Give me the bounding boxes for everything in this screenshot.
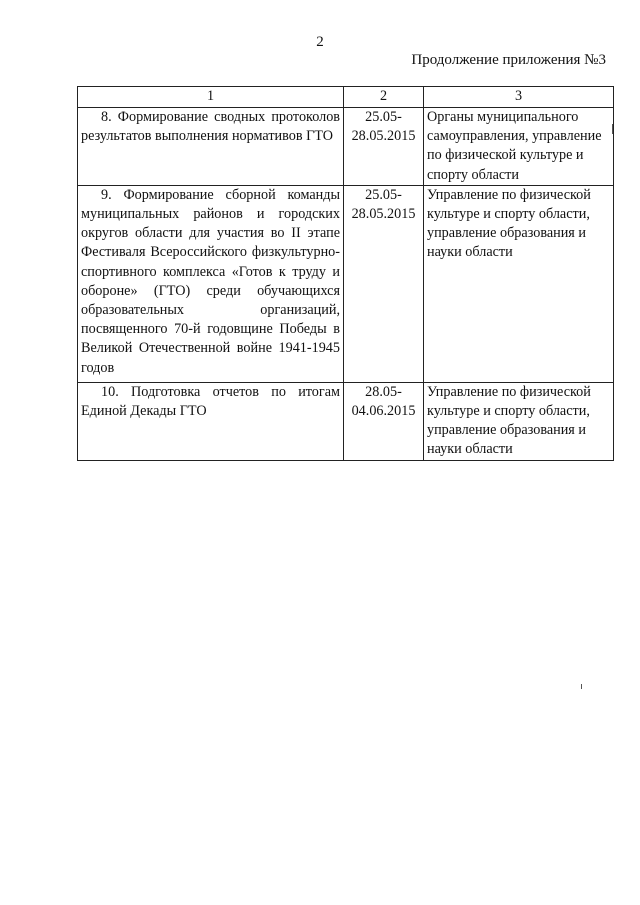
event-text: 10. Подготовка отчетов по итогам Единой Декады ГТО: [81, 383, 340, 420]
responsible-cell: [424, 108, 614, 186]
date-start: 25.05-: [365, 186, 402, 203]
events-table: [77, 86, 614, 461]
event-text: 9. Формирование сборной команды муниципальных районов и городских округов области для участия во II этапе Фестиваля Всероссийского физкультурно-спортивного комплекса «Готов к труду и обороне» (ГТО) среди обучающихся образовательных организаций, посвященного 70-й годовщине Победы в Великой Отечественной войне 1941-1945 годов: [81, 186, 340, 376]
responsible-text: Органы муниципального самоуправления, управление по физической культуре и спорту области: [427, 109, 602, 183]
date-end: 28.05.2015: [351, 206, 416, 223]
table-row: [78, 185, 614, 382]
scan-artifact-mark: [581, 684, 582, 689]
responsible-text: Управление по физической культуре и спорту области, управление образования и науки области: [427, 186, 591, 261]
event-cell: [78, 185, 344, 382]
dates-cell: [344, 185, 424, 382]
responsible-cell: [424, 382, 614, 460]
responsible-cell: [424, 185, 614, 382]
date-end: 04.06.2015: [351, 403, 416, 420]
table-header-row: [78, 87, 614, 108]
dates-cell: [344, 382, 424, 460]
event-cell: [78, 108, 344, 186]
table-row: [78, 108, 614, 186]
column-header-1: 1: [78, 87, 344, 108]
date-start: 28.05-: [365, 383, 402, 400]
event-cell: [78, 382, 344, 460]
page-number: 2: [316, 34, 324, 50]
date-end: 28.05.2015: [351, 128, 416, 145]
date-start: 25.05-: [365, 109, 402, 125]
dates-cell: [344, 108, 424, 186]
column-header-2: 2: [344, 87, 424, 108]
table-row: [78, 382, 614, 460]
appendix-continuation-note: Продолжение приложения №3: [411, 52, 606, 68]
event-text: 8. Формирование сводных протоколов результатов выполнения нормативов ГТО: [81, 109, 340, 145]
scan-artifact-mark: [612, 124, 613, 134]
responsible-text: Управление по физической культуре и спорту области, управление образования и науки области: [427, 383, 591, 458]
column-header-3: 3: [424, 87, 614, 108]
